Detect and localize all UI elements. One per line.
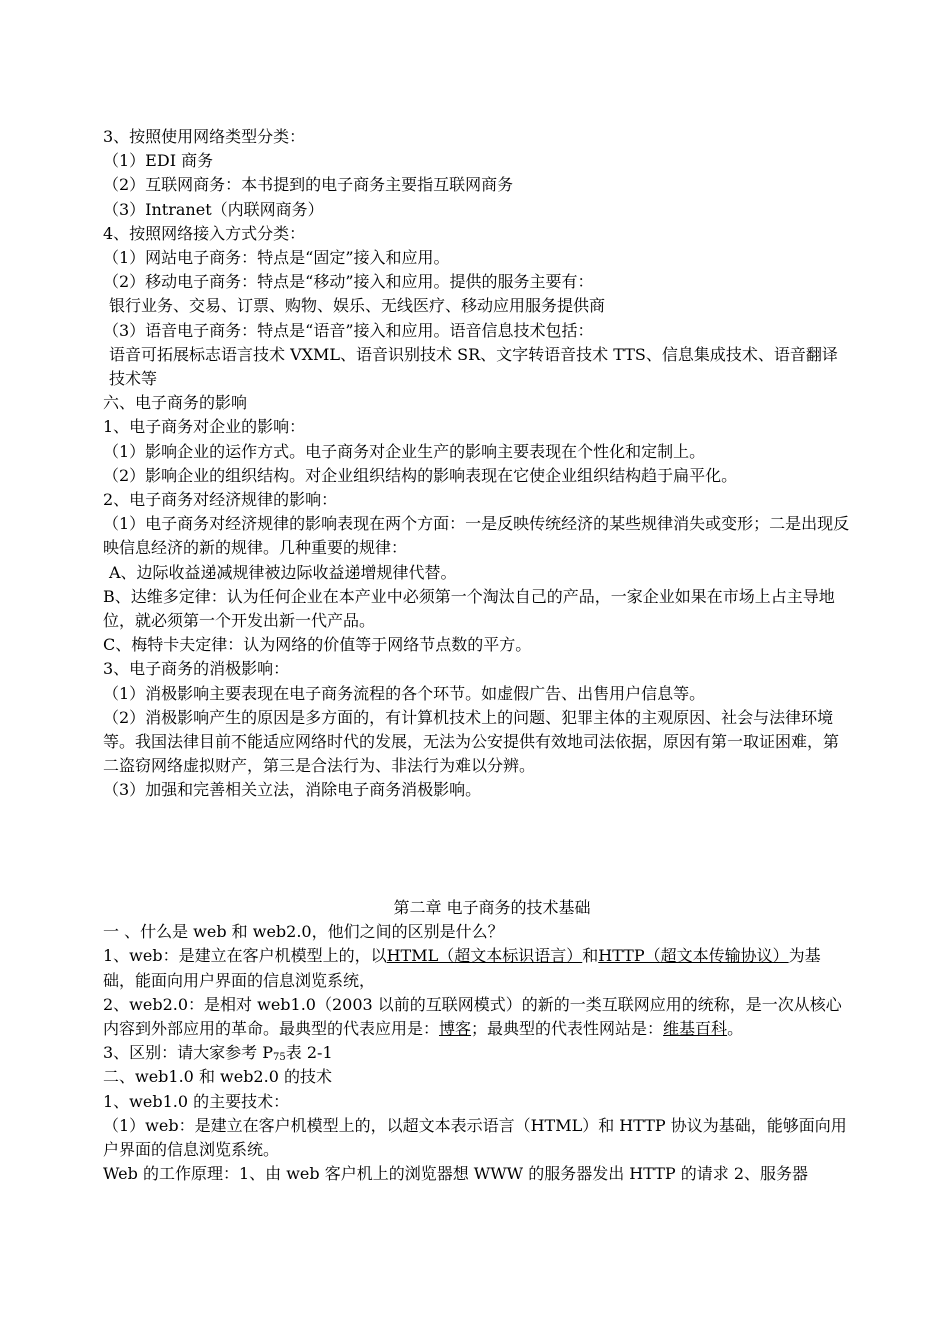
heading-impact: 六、电子商务的影响 [103, 393, 248, 413]
heading-economic-impact: 2、电子商务对经济规律的影响： [103, 490, 338, 510]
item-edi: （1）EDI 商务 [103, 151, 214, 171]
diff-prefix: 3、区别：请大家参考 P [103, 1043, 274, 1063]
wiki-term: 维基百科 [663, 1019, 728, 1039]
html-term: HTML（超文本标识语言） [386, 946, 583, 966]
rule-a: A、边际收益递减规律被边际收益递增规律代替。 [109, 562, 457, 582]
item-internet-commerce: （2）互联网商务：本书提到的电子商务主要指互联网商务 [103, 175, 514, 195]
http-term: HTTP（超文本传输协议） [598, 946, 789, 966]
voice-tech-list: 语音可拓展标志语言技术 VXML、语音识别技术 SR、文字转语音技术 TTS、信息集成技术、语音翻译技术等 [109, 344, 838, 389]
section-classification-and-impact [103, 125, 851, 803]
web2-def-prefix: 2、web2.0：是相对 web1.0（2003 以前的互联网模式）的新的一类互联网应用的统称，是一次从核心内容到外部应用的革命。最典型的代表应用是： [103, 994, 842, 1039]
rule-c: C、梅特卡夫定律：认为网络的价值等于网络节点数的平方。 [103, 635, 532, 655]
item-economic-rules: （1）电子商务对经济规律的影响表现在两个方面：一是反映传统经济的某些规律消失或变形；二是出现反映信息经济的新的规律。几种重要的规律： [103, 514, 850, 558]
web-definition [103, 944, 851, 992]
web-def-prefix: 1、web：是建立在客户机模型上的，以 [103, 946, 387, 966]
item-negative-1: （1）消极影响主要表现在电子商务流程的各个环节。如虚假广告、出售用户信息等。 [103, 683, 706, 703]
difference-reference [103, 1041, 851, 1065]
web2-def-suffix: 。 [727, 1019, 744, 1039]
heading-enterprise-impact: 1、电子商务对企业的影响： [103, 417, 306, 437]
heading-negative-impact: 3、电子商务的消极影响： [103, 659, 290, 679]
item-negative-2: （2）消极影响产生的原因是多方面的，有计算机技术上的问题、犯罪主体的主观原因、社会与法律环境等。我国法律目前不能适应网络时代的发展，无法为公安提供有效地司法依据，原因有第一取证困难，第二盗窃网络虚拟财产，第三是合法行为、非法行为难以分辨。 [103, 707, 840, 776]
item-mobile-commerce: （2）移动电子商务：特点是“移动”接入和应用。提供的服务主要有： [103, 272, 594, 292]
heading-web-technologies: 二、web1.0 和 web2.0 的技术 [103, 1067, 332, 1087]
chapter-title: 第二章 电子商务的技术基础 [393, 898, 591, 917]
diff-suffix: 表 2-1 [285, 1043, 333, 1063]
blog-term: 博客 [439, 1019, 472, 1039]
item-voice-commerce: （3）语音电子商务：特点是“语音”接入和应用。语音信息技术包括： [103, 320, 594, 340]
item-web-definition: （1）web：是建立在客户机模型上的，以超文本表示语言（HTML）和 HTTP 协议为基础，能够面向用户界面的信息浏览系统。 [103, 1115, 847, 1160]
question-web-vs-web2: 一 、什么是 web 和 web2.0，他们之间的区别是什么？ [103, 922, 504, 942]
heading-access-method: 4、按照网络接入方式分类： [103, 223, 306, 243]
item-operation-mode: （1）影响企业的运作方式。电子商务对企业生产的影响主要表现在个性化和定制上。 [103, 441, 706, 461]
web-working-principle: Web 的工作原理：1、由 web 客户机上的浏览器想 WWW 的服务器发出 HTTP 的请求 2、服务器 [103, 1164, 809, 1184]
item-org-structure: （2）影响企业的组织结构。对企业组织结构的影响表现在它使企业组织结构趋于扁平化。 [103, 465, 738, 485]
web-def-suffix: 为基础，能面向用户界面的信息浏览系统， [103, 946, 821, 990]
item-intranet: （3）Intranet（内联网商务） [103, 199, 324, 219]
page-subscript: 75 [273, 1052, 286, 1064]
web-def-and: 和 [582, 946, 599, 966]
rule-b: B、达维多定律：认为任何企业在本产业中必须第一个淘汰自己的产品，一家企业如果在市场上占主导地位，就必须第一个开发出新一代产品。 [103, 586, 835, 631]
chapter-2-section [103, 896, 851, 1186]
item-website-commerce: （1）网站电子商务：特点是“固定”接入和应用。 [103, 248, 450, 268]
web2-definition [103, 993, 851, 1041]
heading-web1-tech: 1、web1.0 的主要技术： [103, 1091, 290, 1111]
mobile-services-list: 银行业务、交易、订票、购物、娱乐、无线医疗、移动应用服务提供商 [109, 296, 606, 316]
item-negative-3: （3）加强和完善相关立法，消除电子商务消极影响。 [103, 780, 482, 800]
heading-network-type: 3、按照使用网络类型分类： [103, 127, 306, 146]
web2-def-middle: ；最典型的代表性网站是： [471, 1019, 664, 1039]
